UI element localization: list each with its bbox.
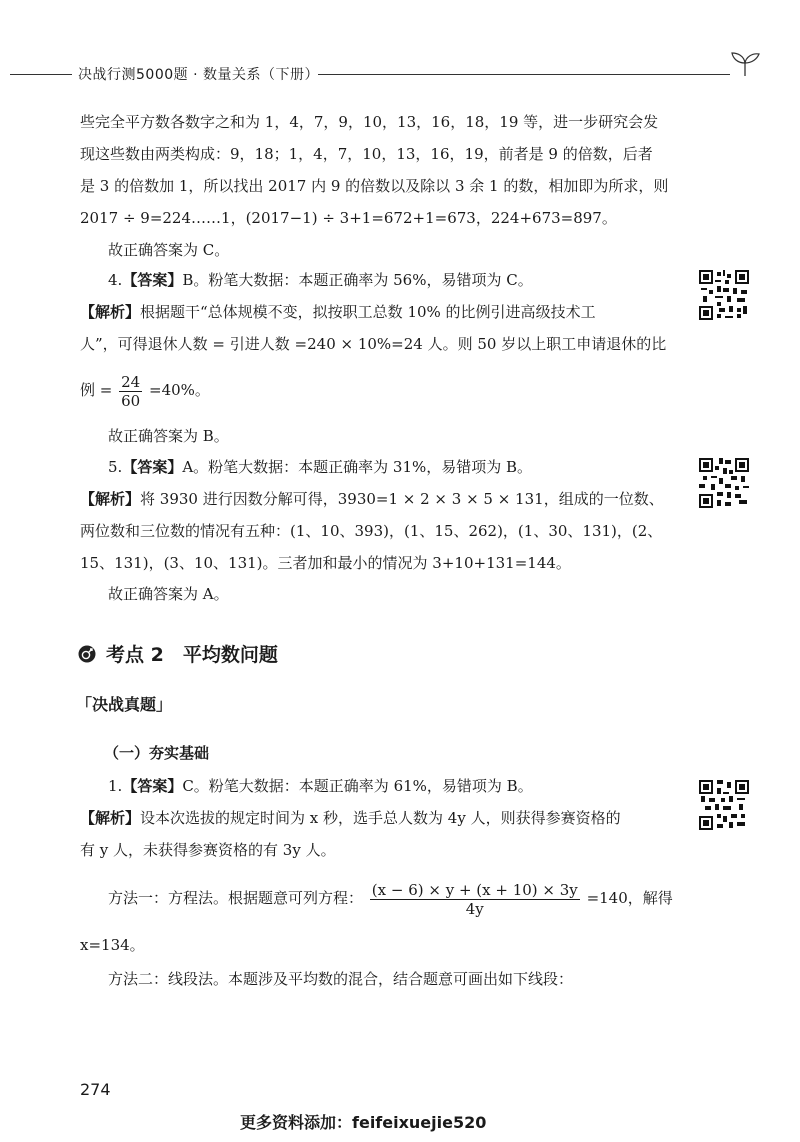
- conclusion: 故正确答案为 A。: [108, 585, 229, 603]
- method-two: 方法二：线段法。本题涉及平均数的混合，结合题意可画出如下线段：: [108, 970, 574, 988]
- s1-analysis: [80, 807, 675, 829]
- text-line: 两位数和三位数的情况有五种：(1、10、393)，(1、15、262)，(1、30、131)，(2、: [80, 522, 663, 540]
- ratio-suffix: =40%。: [149, 381, 210, 399]
- answer-tag: 【答案】: [122, 777, 183, 795]
- text-line: 2017 ÷ 9=224……1，(2017−1) ÷ 3+1=672+1=673，224+673=897。: [80, 209, 617, 227]
- text-line: 现这些数由两类构成：9，18；1，4，7，10，13，16，19，前者是 9 的倍数，后者: [80, 145, 653, 163]
- q4-answer: [108, 269, 703, 291]
- qr-code-icon[interactable]: [699, 270, 749, 320]
- s1-answer: [108, 775, 703, 797]
- running-header: [0, 62, 800, 86]
- fraction-denominator: 4y: [465, 899, 484, 918]
- analysis-text: 根据题干“总体规模不变，拟按职工总数 10% 的比例引进高级技术工: [140, 303, 596, 321]
- analysis-text: 设本次选拔的规定时间为 x 秒，选手总人数为 4y 人，则获得参赛资格的: [140, 809, 621, 827]
- answer-text: B。粉笔大数据：本题正确率为 56%，易错项为 C。: [182, 271, 533, 289]
- subheading: 「决战真题」: [76, 695, 173, 714]
- answer-tag: 【答案】: [122, 458, 183, 476]
- q4-analysis: [80, 301, 675, 323]
- ratio-prefix: 例 =: [80, 381, 113, 399]
- section-title: 考点 2 平均数问题: [106, 644, 278, 666]
- analysis-tag: 【解析】: [80, 809, 141, 827]
- subsection-title: （一）夯实基础: [104, 744, 210, 762]
- qr-code-icon[interactable]: [699, 780, 749, 830]
- conclusion: 故正确答案为 C。: [108, 241, 230, 259]
- fraction-numerator: 24: [121, 372, 141, 391]
- fraction: [370, 881, 580, 918]
- fraction-numerator: (x − 6) × y + (x + 10) × 3y: [371, 880, 578, 899]
- method1-prefix: 方法一：方程法。根据题意可列方程：: [108, 889, 364, 907]
- question-number: 4.: [108, 271, 123, 289]
- q5-analysis: [80, 488, 675, 510]
- header-rule-left: [10, 74, 72, 75]
- header-title: 决战行测5000题 · 数量关系（下册）: [78, 67, 319, 83]
- text-line: 是 3 的倍数加 1，所以找出 2017 内 9 的倍数以及除以 3 余 1 的数，相加即为所求，则: [80, 177, 669, 195]
- text-line: 15、131)，(3、10、131)。三者加和最小的情况为 3+10+131=144。: [80, 554, 571, 572]
- text-line: 有 y 人，未获得参赛资格的有 3y 人。: [80, 841, 336, 859]
- conclusion: 故正确答案为 B。: [108, 427, 229, 445]
- analysis-text: 将 3930 进行因数分解可得，3930=1 × 2 × 3 × 5 × 131，组成的一位数、: [140, 490, 664, 508]
- footer-note: 更多资料添加：feifeixuejie520: [240, 1113, 487, 1132]
- answer-text: A。粉笔大数据：本题正确率为 31%，易错项为 B。: [182, 458, 533, 476]
- method-one: [108, 878, 703, 918]
- text-line: 些完全平方数各数字之和为 1，4，7，9，10，13，16，18，19 等，进一步研究会发: [80, 113, 659, 131]
- method1-suffix: =140，解得: [586, 889, 673, 907]
- section-heading: [78, 640, 278, 667]
- ratio-equation: [80, 370, 675, 410]
- q5-answer: [108, 456, 703, 478]
- analysis-tag: 【解析】: [80, 490, 141, 508]
- qr-code-icon[interactable]: [699, 458, 749, 508]
- fraction: [119, 373, 142, 410]
- page-number: 274: [80, 1080, 111, 1099]
- text-line: 人”，可得退休人数 = 引进人数 =240 × 10%=24 人。则 50 岁以上职工申请退休的比: [80, 335, 667, 353]
- answer-text: C。粉笔大数据：本题正确率为 61%，易错项为 B。: [182, 777, 533, 795]
- question-number: 1.: [108, 777, 123, 795]
- answer-tag: 【答案】: [122, 271, 183, 289]
- fraction-denominator: 60: [121, 391, 141, 410]
- header-rule-right: [318, 74, 730, 75]
- method1-result: x=134。: [80, 936, 145, 954]
- analysis-tag: 【解析】: [80, 303, 141, 321]
- question-number: 5.: [108, 458, 123, 476]
- sprout-icon: [728, 50, 762, 78]
- target-icon: [78, 645, 96, 663]
